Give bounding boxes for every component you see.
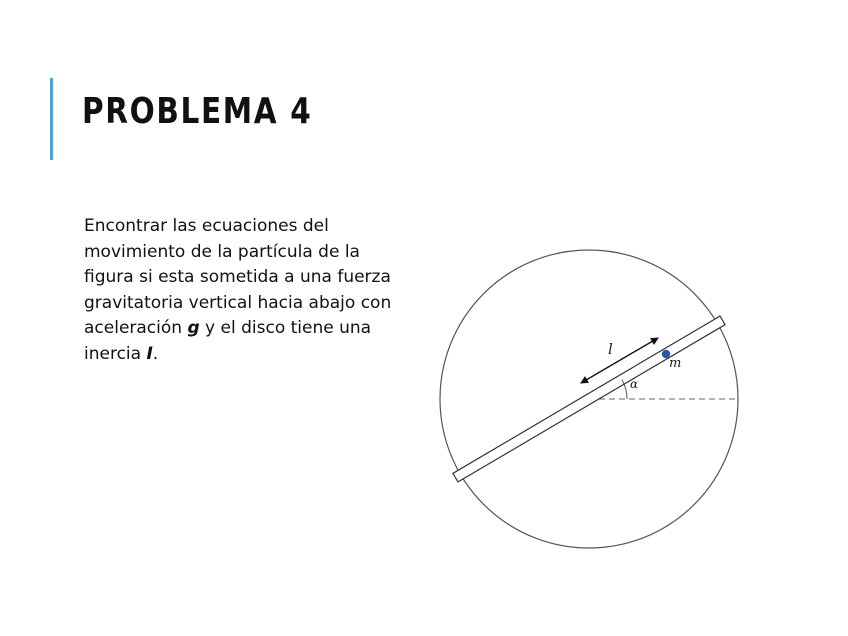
- mass-label: m: [669, 356, 682, 371]
- problem-text-middle: y el disco tiene una inercia: [84, 318, 372, 364]
- diagram-svg: [436, 246, 742, 552]
- gravity-symbol: g: [187, 318, 200, 338]
- problem-statement: [84, 214, 414, 367]
- disk-rod-diagram: [436, 246, 742, 552]
- problem-text-end: .: [152, 343, 159, 364]
- angle-label: α: [630, 377, 639, 391]
- title-accent-bar: [50, 78, 53, 160]
- slide-title: PROBLEMA 4: [82, 91, 313, 132]
- inertia-symbol: I: [146, 343, 153, 364]
- problem-text-intro: Encontrar las ecuaciones del movimiento de la partícula de la figura si esta sometida a una fuerza gravitatoria vertical hacia abajo con aceleración: [84, 216, 392, 338]
- length-label: l: [608, 340, 613, 358]
